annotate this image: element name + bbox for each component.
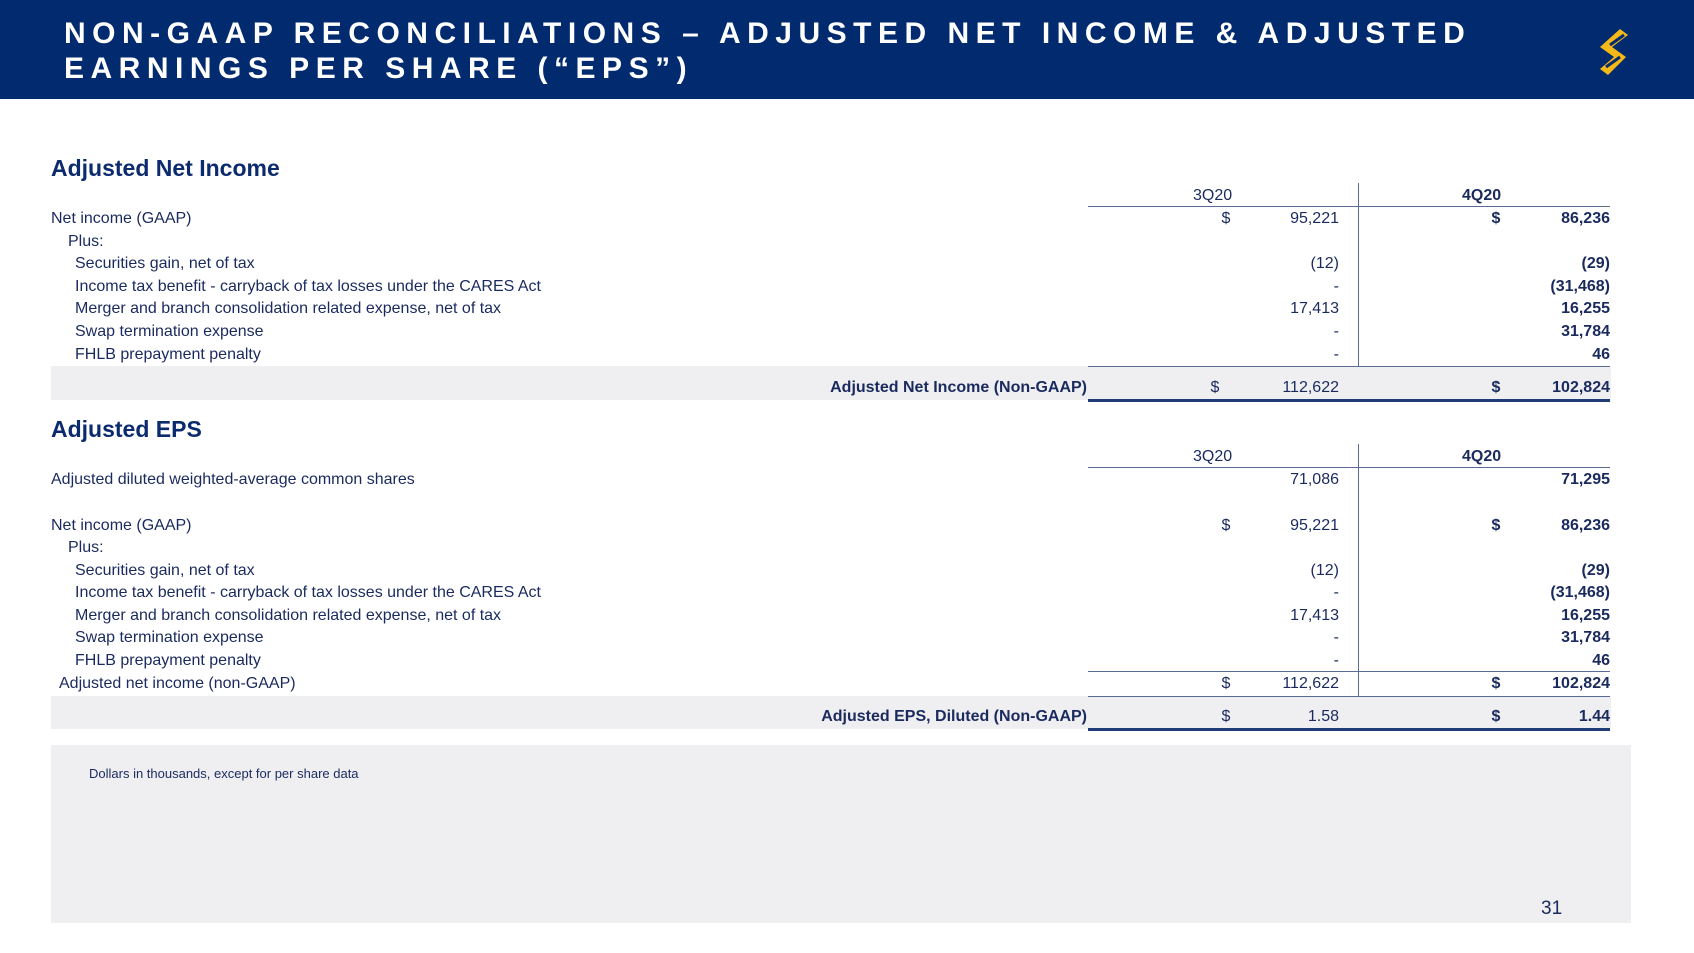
value-3q20: 112,622 [1282, 675, 1339, 692]
currency-symbol: $ [1210, 379, 1220, 396]
table-row-adjusted-eps-total [0, 706, 1694, 728]
row-label: Net income (GAAP) [51, 517, 192, 534]
currency-symbol: $ [1491, 379, 1501, 396]
table-row-income-tax-benefit [0, 276, 1694, 298]
section-title-adjusted-eps: Adjusted EPS [51, 416, 202, 442]
value-4q20: 31,784 [1561, 323, 1610, 340]
table-row-plus [0, 537, 1694, 559]
table-row-securities-gain [0, 253, 1694, 275]
column-header-4q20: 4Q20 [1462, 187, 1502, 204]
subtotal-rule [1088, 671, 1610, 672]
column-header-4q20: 4Q20 [1462, 448, 1502, 465]
value-4q20: (29) [1581, 255, 1610, 272]
value-3q20: 1.58 [1307, 708, 1339, 725]
currency-symbol: $ [1491, 708, 1501, 725]
row-label: Merger and branch consolidation related expense, net of tax [75, 607, 502, 624]
table-row-fhlb-penalty [0, 650, 1694, 672]
row-label: Swap termination expense [75, 323, 264, 340]
header-rule [1088, 467, 1610, 468]
value-4q20: (31,468) [1550, 584, 1610, 601]
currency-symbol: $ [1221, 210, 1231, 227]
value-3q20: - [1333, 584, 1339, 601]
row-label: Swap termination expense [75, 629, 264, 646]
value-3q20: - [1333, 652, 1339, 669]
value-3q20: 95,221 [1290, 517, 1339, 534]
table-row-adjusted-net-income-non-gaap [0, 673, 1694, 695]
row-label: Adjusted net income (non-GAAP) [59, 675, 296, 692]
total-label: Adjusted Net Income (Non-GAAP) [830, 379, 1087, 396]
table-row-swap-termination [0, 627, 1694, 649]
value-3q20: - [1333, 346, 1339, 363]
header-rule [1088, 206, 1610, 207]
column-header-3q20: 3Q20 [1193, 187, 1233, 204]
currency-symbol: $ [1491, 675, 1501, 692]
row-label: Plus: [68, 539, 104, 556]
subtotal-rule [1088, 696, 1610, 697]
value-4q20: (29) [1581, 562, 1610, 579]
page-number: 31 [1541, 898, 1563, 919]
table-row-swap-termination [0, 321, 1694, 343]
value-3q20: 71,086 [1290, 471, 1339, 488]
row-label: Securities gain, net of tax [75, 562, 255, 579]
row-label: Merger and branch consolidation related expense, net of tax [75, 300, 502, 317]
table-row-net-income [0, 208, 1694, 230]
total-double-rule [1088, 399, 1610, 402]
value-3q20: - [1333, 629, 1339, 646]
table-row-net-income [0, 515, 1694, 537]
s-logo-icon [1596, 27, 1632, 77]
value-4q20: 102,824 [1552, 379, 1610, 396]
row-label: Net income (GAAP) [51, 210, 192, 227]
row-label: FHLB prepayment penalty [75, 652, 261, 669]
value-3q20: - [1333, 323, 1339, 340]
table-row-securities-gain [0, 560, 1694, 582]
value-4q20: 71,295 [1561, 471, 1610, 488]
value-4q20: 31,784 [1561, 629, 1610, 646]
value-4q20: 86,236 [1561, 517, 1610, 534]
total-label: Adjusted EPS, Diluted (Non-GAAP) [821, 708, 1087, 725]
value-3q20: 17,413 [1290, 300, 1339, 317]
value-3q20: (12) [1310, 562, 1339, 579]
value-3q20: 112,622 [1282, 379, 1339, 396]
header-banner [0, 0, 1694, 99]
value-4q20: 102,824 [1552, 675, 1610, 692]
table-row-merger-expense [0, 298, 1694, 320]
page-title-line2: EARNINGS PER SHARE (“EPS”) [64, 52, 694, 85]
value-4q20: 86,236 [1561, 210, 1610, 227]
value-4q20: 1.44 [1578, 708, 1610, 725]
value-3q20: - [1333, 278, 1339, 295]
table-row-income-tax-benefit [0, 582, 1694, 604]
currency-symbol: $ [1491, 517, 1501, 534]
value-3q20: (12) [1310, 255, 1339, 272]
value-4q20: 16,255 [1561, 300, 1610, 317]
table-row-adjusted-net-income-total [0, 377, 1694, 399]
page-title [64, 16, 1471, 86]
section-title-adjusted-net-income: Adjusted Net Income [51, 155, 280, 181]
currency-symbol: $ [1221, 708, 1231, 725]
value-4q20: (31,468) [1550, 278, 1610, 295]
subtotal-rule [1088, 366, 1610, 367]
currency-symbol: $ [1221, 675, 1231, 692]
table-row-plus [0, 231, 1694, 253]
row-label: Income tax benefit - carryback of tax losses under the CARES Act [75, 278, 541, 295]
row-label: Income tax benefit - carryback of tax losses under the CARES Act [75, 584, 541, 601]
row-label: Adjusted diluted weighted-average common shares [51, 471, 415, 488]
table-row-fhlb-penalty [0, 344, 1694, 366]
value-3q20: 95,221 [1290, 210, 1339, 227]
row-label: Securities gain, net of tax [75, 255, 255, 272]
currency-symbol: $ [1491, 210, 1501, 227]
row-label: Plus: [68, 233, 104, 250]
value-3q20: 17,413 [1290, 607, 1339, 624]
table-row-diluted-shares [0, 469, 1694, 491]
page-title-line1: NON-GAAP RECONCILIATIONS – ADJUSTED NET INCOME & ADJUSTED [64, 17, 1472, 50]
column-header-3q20: 3Q20 [1193, 448, 1233, 465]
total-double-rule [1088, 728, 1610, 731]
table-row-merger-expense [0, 605, 1694, 627]
value-4q20: 46 [1592, 346, 1610, 363]
footnote: Dollars in thousands, except for per share data [89, 766, 359, 781]
value-4q20: 16,255 [1561, 607, 1610, 624]
currency-symbol: $ [1221, 517, 1231, 534]
value-4q20: 46 [1592, 652, 1610, 669]
row-label: FHLB prepayment penalty [75, 346, 261, 363]
